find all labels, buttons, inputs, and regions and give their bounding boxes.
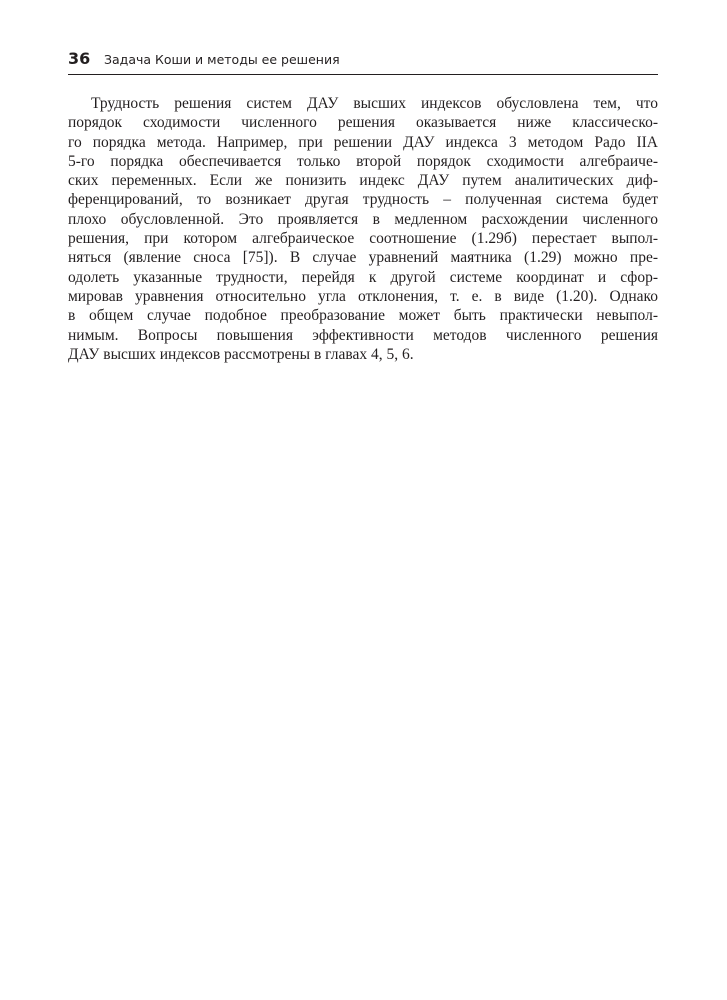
paragraph-line: решения, при котором алгебраическое соотношение (1.29б) перестает выпол- [68,230,658,248]
paragraph-line: ДАУ высших индексов рассмотрены в главах 4, 5, 6. [68,345,414,363]
paragraph-line: няться (явление сноса [75]). В случае уравнений маятника (1.29) можно пре- [68,249,658,267]
paragraph-line: нимым. Вопросы повышения эффективности методов численного решения [68,326,658,344]
paragraph-line: Трудность решения систем ДАУ высших индексов обусловлена тем, что [91,95,658,112]
paragraph-line: порядок сходимости численного решения оказывается ниже классическо- [68,114,658,132]
paragraph-line: одолеть указанные трудности, перейдя к другой системе координат и сфор- [68,268,658,286]
running-header [68,48,658,75]
paragraph-line: в общем случае подобное преобразование может быть практически невыпол- [68,307,658,325]
paragraph-line: го порядка метода. Например, при решении ДАУ индекса 3 методом Радо IIA [68,133,658,151]
paragraph-line: плохо обусловленной. Это проявляется в медленном расхождении численного [68,210,658,228]
body-paragraph [68,94,658,364]
running-title: Задача Коши и методы ее решения [104,52,340,67]
paragraph-line: ференцирований, то возникает другая трудность – полученная система будет [68,191,658,209]
paragraph-line: ских переменных. Если же понизить индекс ДАУ путем аналитических диф- [68,172,658,190]
paragraph-line: 5-го порядка обеспечивается только второй порядок сходимости алгебраиче- [68,152,658,170]
paragraph-line: мировав уравнения относительно угла отклонения, т. е. в виде (1.20). Однако [68,287,658,305]
page-number: 36 [68,49,91,68]
